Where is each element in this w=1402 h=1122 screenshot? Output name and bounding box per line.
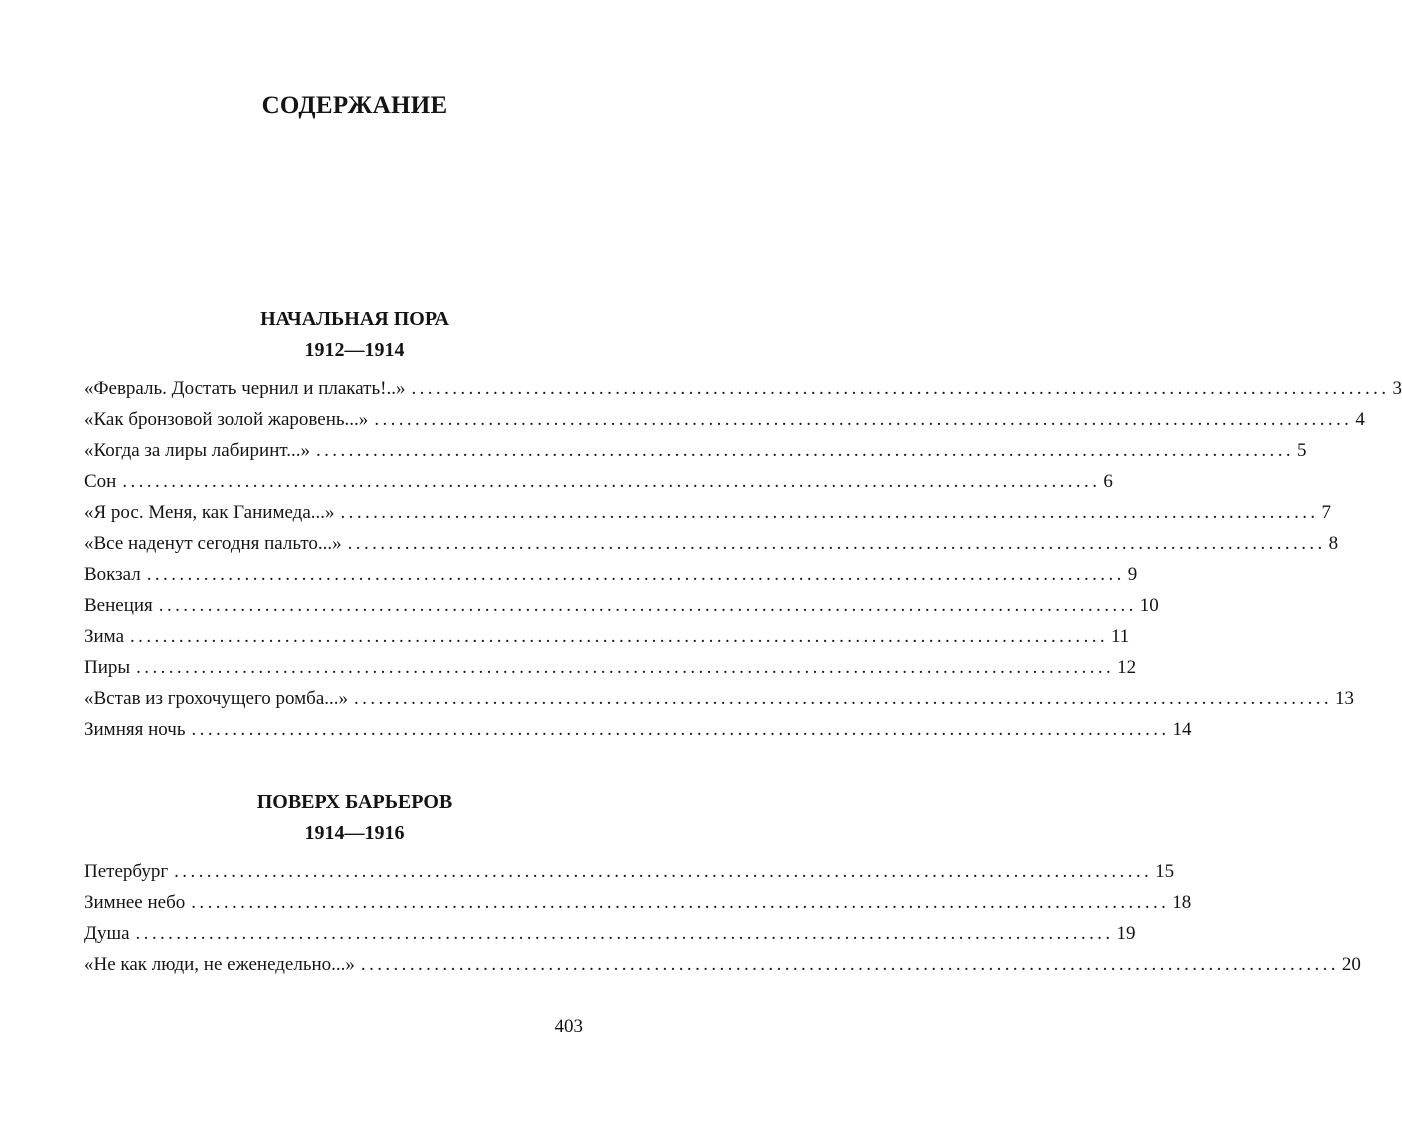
toc-list-2 — [84, 856, 1361, 980]
dot-leader: ........................................................................................................................ — [354, 688, 1333, 709]
dot-leader: ........................................................................................................................ — [316, 440, 1294, 461]
dot-leader: ........................................................................................................................ — [191, 892, 1170, 913]
toc-entry — [84, 918, 1136, 949]
section-heading-2 — [0, 789, 709, 846]
toc-entry-title: Зима — [84, 626, 125, 647]
toc-entry — [84, 559, 1138, 590]
toc-entry-page: 13 — [1335, 688, 1355, 709]
dot-leader: ........................................................................................................................ — [411, 378, 1390, 399]
toc-entry — [84, 949, 1361, 980]
dot-leader: ........................................................................................................................ — [130, 626, 1109, 647]
toc-entry-title: Вокзал — [84, 564, 141, 585]
toc-entry-title: «Февраль. Достать чернил и плакать!..» — [84, 378, 406, 399]
toc-entry-page: 10 — [1139, 595, 1159, 616]
dot-leader: ........................................................................................................................ — [146, 564, 1125, 585]
toc-entry-page: 8 — [1328, 533, 1339, 554]
section-title: ПОВЕРХ БАРЬЕРОВ — [256, 791, 453, 813]
toc-entry — [84, 683, 1355, 714]
toc-entry — [84, 856, 1175, 887]
dot-leader: ........................................................................................................................ — [340, 502, 1319, 523]
dot-leader: ........................................................................................................................ — [158, 595, 1137, 616]
dot-leader: ........................................................................................................................ — [374, 409, 1353, 430]
toc-list-1 — [84, 373, 1402, 745]
dot-leader: ........................................................................................................................ — [191, 719, 1170, 740]
toc-entry — [84, 714, 1192, 745]
page-number: 403 — [554, 1016, 583, 1037]
toc-entry-page: 19 — [1116, 923, 1136, 944]
toc-entry-title: Пиры — [84, 657, 131, 678]
toc-entry-page: 5 — [1297, 440, 1307, 461]
toc-entry-title: «Все наденут сегодня пальто...» — [84, 533, 342, 554]
toc-entry-title: Душа — [84, 923, 130, 944]
toc-entry — [84, 404, 1365, 435]
dot-leader: ........................................................................................................................ — [360, 954, 1339, 975]
toc-entry — [84, 590, 1159, 621]
toc-entry-page: 15 — [1155, 861, 1175, 882]
toc-entry-page: 20 — [1341, 954, 1361, 975]
section-title: НАЧАЛЬНАЯ ПОРА — [260, 308, 449, 330]
toc-entry-page: 12 — [1117, 657, 1137, 678]
dot-leader: ........................................................................................................................ — [174, 861, 1153, 882]
section-years: 1914—1916 — [304, 822, 405, 844]
toc-entry — [84, 435, 1307, 466]
toc-entry-page: 14 — [1172, 719, 1192, 740]
section-heading-1 — [0, 306, 709, 363]
toc-entry — [84, 497, 1332, 528]
page-title: СОДЕРЖАНИЕ — [261, 92, 448, 119]
toc-entry — [84, 466, 1113, 497]
dot-leader: ........................................................................................................................ — [347, 533, 1326, 554]
toc-entry-page: 6 — [1103, 471, 1113, 492]
section-years: 1912—1914 — [304, 339, 405, 361]
toc-entry — [84, 373, 1402, 404]
toc-entry — [84, 652, 1137, 683]
toc-entry — [84, 621, 1130, 652]
toc-entry-title: Зимняя ночь — [84, 719, 186, 740]
toc-entry-title: Венеция — [84, 595, 153, 616]
toc-entry-title: Сон — [84, 471, 117, 492]
toc-entry-page: 11 — [1111, 626, 1130, 647]
dot-leader: ........................................................................................................................ — [122, 471, 1101, 492]
toc-entry-page: 7 — [1321, 502, 1332, 523]
toc-entry-title: Петербург — [84, 861, 169, 882]
toc-entry-title: «Я рос. Меня, как Ганимеда...» — [84, 502, 335, 523]
toc-entry-title: «Встав из грохочущего ромба...» — [84, 688, 349, 709]
toc-entry — [84, 528, 1339, 559]
toc-entry-title: Зимнее небо — [84, 892, 186, 913]
toc-entry-page: 3 — [1392, 378, 1402, 399]
toc-entry-title: «Когда за лиры лабиринт...» — [84, 440, 310, 461]
toc-entry — [84, 887, 1192, 918]
toc-entry-title: «Как бронзовой золой жаровень...» — [84, 409, 369, 430]
toc-entry-page: 4 — [1355, 409, 1365, 430]
toc-entry-title: «Не как люди, не еженедельно...» — [84, 954, 355, 975]
toc-entry-page: 9 — [1127, 564, 1138, 585]
toc-entry-page: 18 — [1172, 892, 1192, 913]
dot-leader: ........................................................................................................................ — [135, 923, 1114, 944]
dot-leader: ........................................................................................................................ — [136, 657, 1115, 678]
